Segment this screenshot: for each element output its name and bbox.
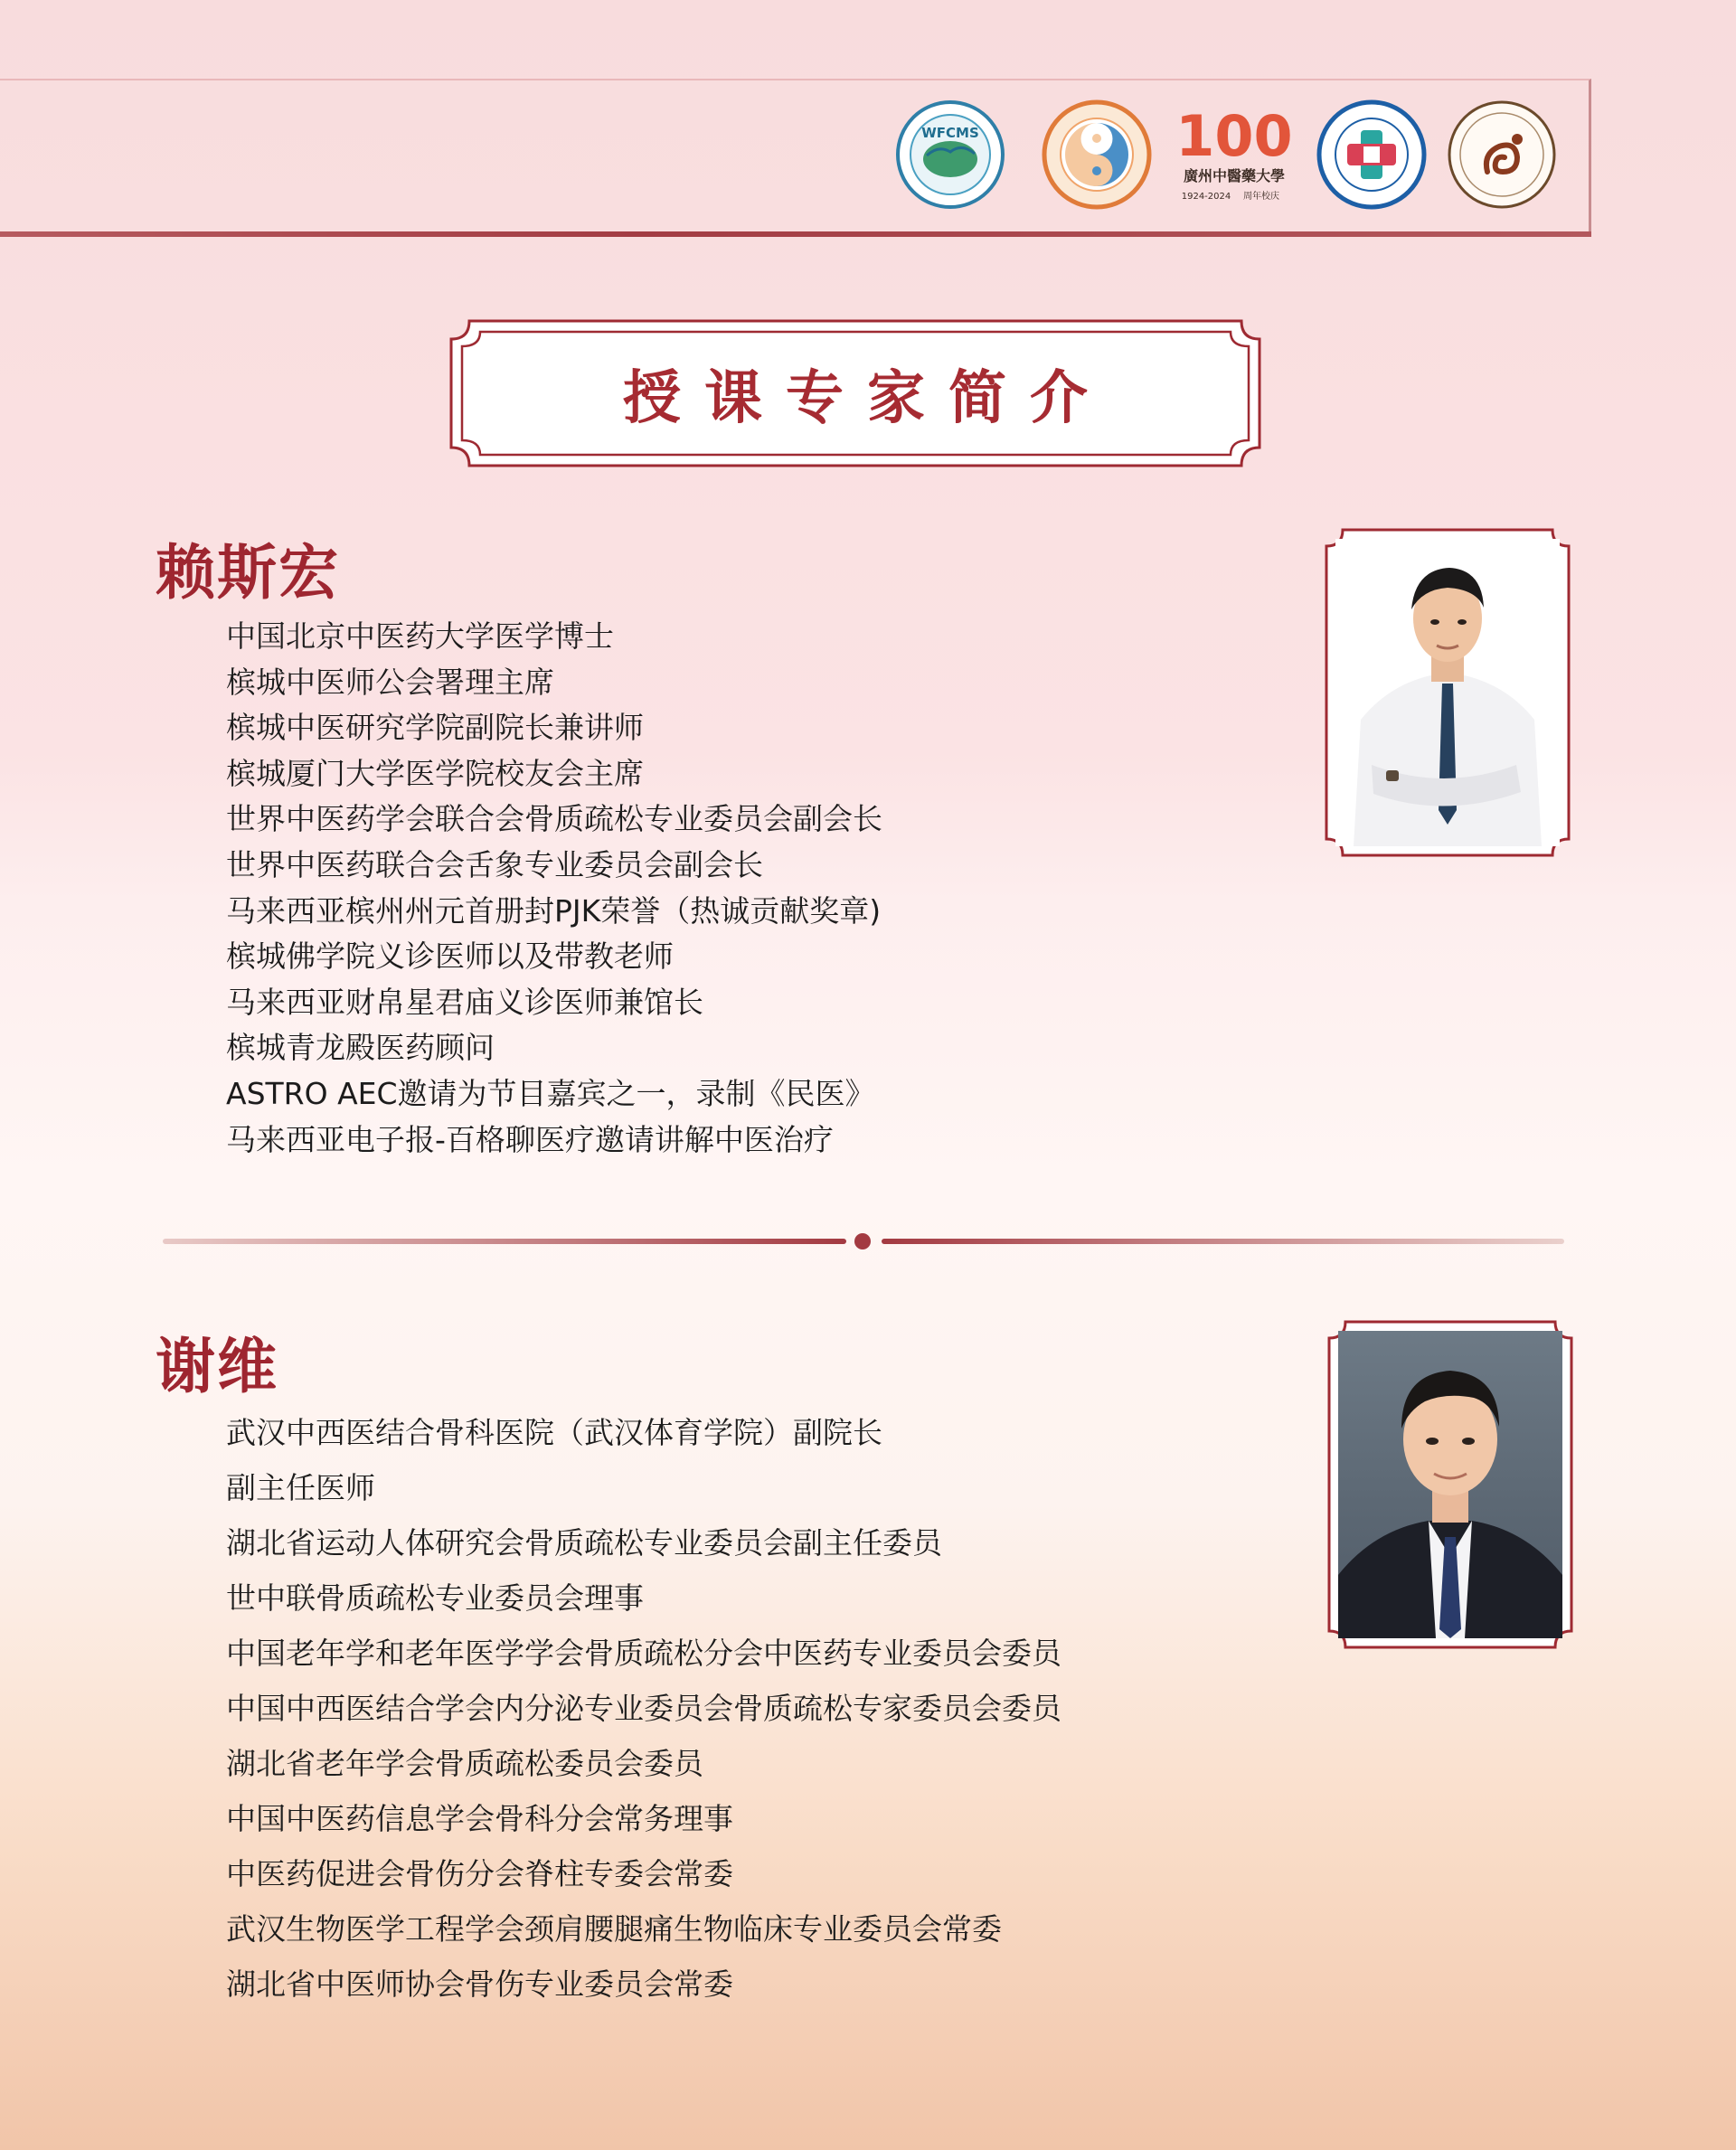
expert-name: 谢维 [156,1332,278,1401]
credential-item: 马来西亚槟州州元首册封PJK荣誉（热诚贡献奖章) [226,892,882,929]
credential-item: 武汉生物医学工程学会颈肩腰腿痛生物临床专业委员会常委 [226,1911,1002,1947]
expert-photo [1335,539,1560,846]
expert-name: 赖斯宏 [156,538,340,608]
credential-item: 槟城中医研究学院副院长兼讲师 [226,710,644,746]
credential-item: 湖北省运动人体研究会骨质疏松专业委员会副主任委员 [226,1525,942,1561]
title-plaque [449,319,1261,467]
credential-item: 世界中医药学会联合会骨质疏松专业委员会副会长 [226,801,882,837]
credential-item: 武汉中西医结合骨科医院（武汉体育学院）副院长 [226,1415,882,1450]
svg-text:100: 100 [1175,103,1293,169]
credential-item: 中国北京中医药大学医学博士 [226,618,614,654]
guangdong-tcm-association-logo [1042,99,1152,210]
svg-text:廣州中醫藥大學: 廣州中醫藥大學 [1183,167,1286,184]
credential-item: 中国老年学和老年医学学会骨质疏松分会中医药专业委员会委员 [226,1636,1061,1671]
header-rule [0,231,1591,237]
credential-list [226,1405,1061,2012]
svg-text:周年校庆: 周年校庆 [1243,192,1279,202]
expert-photo [1338,1331,1562,1638]
credential-item: ASTRO AEC邀请为节目嘉宾之一，录制《民医》 [226,1075,875,1111]
credential-item: 马来西亚财帛星君庙义诊医师兼馆长 [226,984,703,1020]
credential-item: 槟城中医师公会署理主席 [226,664,554,700]
gzucm-100-anniversary-logo [1175,99,1293,210]
credential-item: 马来西亚电子报-百格聊医疗邀请讲解中医治疗 [226,1121,834,1157]
credential-item: 副主任医师 [226,1470,375,1505]
credential-list [226,614,882,1163]
credential-item: 湖北省老年学会骨质疏松委员会委员 [226,1746,703,1781]
credential-item: 中国中西医结合学会内分泌专业委员会骨质疏松专家委员会委员 [226,1691,1061,1726]
hospital-logo [1316,99,1427,210]
credential-item: 中医药促进会骨伤分会脊柱专委会常委 [226,1856,733,1891]
expert-photo-frame [1325,528,1571,857]
credential-item: 中国中医药信息学会骨科分会常务理事 [226,1801,733,1836]
expert-photo-frame [1327,1320,1573,1649]
svg-text:1924-2024: 1924-2024 [1181,192,1231,202]
credential-item: 槟城厦门大学医学院校友会主席 [226,755,644,791]
section-divider [163,1230,1564,1251]
tcm-promotion-logo [1447,99,1557,210]
credential-item: 湖北省中医师协会骨伤专业委员会常委 [226,1966,733,2002]
credential-item: 槟城佛学院义诊医师以及带教老师 [226,938,674,975]
wfcms-logo [895,99,1005,210]
credential-item: 世中联骨质疏松专业委员会理事 [226,1580,644,1616]
credential-item: 世界中医药联合会舌象专业委员会副会长 [226,846,763,882]
page-title: 授课专家简介 [623,365,1111,432]
credential-item: 槟城青龙殿医药顾问 [226,1030,495,1066]
svg-text:WFCMS: WFCMS [921,125,979,141]
